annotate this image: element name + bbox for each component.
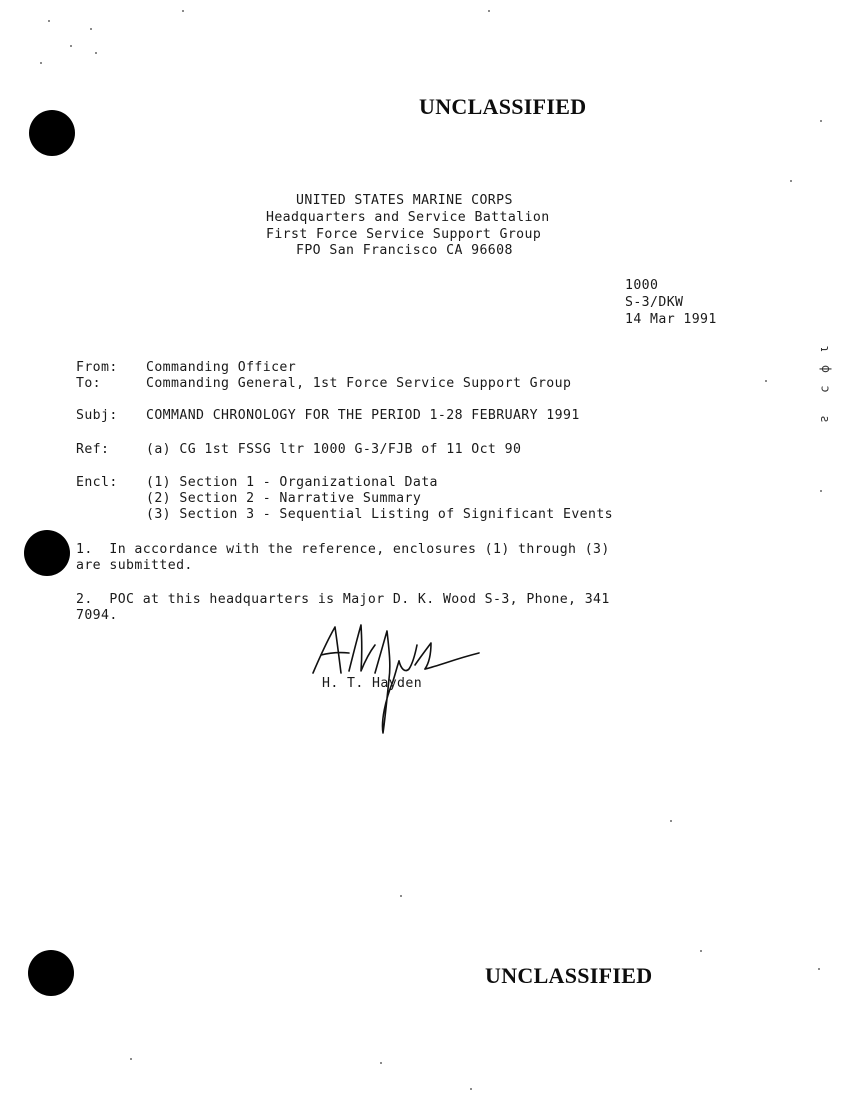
ref-label: Ref: [76, 442, 110, 457]
punch-hole-top [29, 110, 75, 156]
paragraph-1-line-1: 1. In accordance with the reference, enclosures (1) through (3) [76, 542, 610, 557]
ssic: 1000 [625, 278, 659, 293]
punch-hole-middle [24, 530, 70, 576]
letterhead-line-3: First Force Service Support Group [266, 227, 542, 242]
letterhead-line-4: FPO San Francisco CA 96608 [296, 243, 513, 258]
from-label: From: [76, 360, 118, 375]
from-value: Commanding Officer [146, 360, 297, 375]
paragraph-2-line-1: 2. POC at this headquarters is Major D. K. Wood S-3, Phone, 341 [76, 592, 610, 607]
paragraph-1-line-2: are submitted. [76, 558, 193, 573]
ref-value: (a) CG 1st FSSG ltr 1000 G-3/FJB of 11 Oct 90 [146, 442, 522, 457]
letterhead-line-2: Headquarters and Service Battalion [266, 210, 550, 225]
classification-bottom: UNCLASSIFIED [485, 963, 653, 988]
letterhead-line-1: UNITED STATES MARINE CORPS [296, 193, 513, 208]
paragraph-2-line-2: 7094. [76, 608, 118, 623]
enclosure-item-2: (2) Section 2 - Narrative Summary [146, 491, 422, 506]
punch-hole-bottom [28, 950, 74, 996]
subj-label: Subj: [76, 408, 118, 423]
encl-label: Encl: [76, 475, 118, 490]
enclosure-item-3: (3) Section 3 - Sequential Listing of Significant Events [146, 507, 614, 522]
classification-top: UNCLASSIFIED [419, 94, 587, 119]
to-label: To: [76, 376, 102, 391]
office-code: S-3/DKW [625, 295, 684, 310]
subj-value: COMMAND CHRONOLOGY FOR THE PERIOD 1-28 FEBRUARY 1991 [146, 408, 580, 423]
letter-date: 14 Mar 1991 [625, 312, 717, 327]
enclosure-item-1: (1) Section 1 - Organizational Data [146, 475, 438, 490]
signature-name: H. T. Hayden [322, 676, 423, 691]
to-value: Commanding General, 1st Force Service Support Group [146, 376, 572, 391]
